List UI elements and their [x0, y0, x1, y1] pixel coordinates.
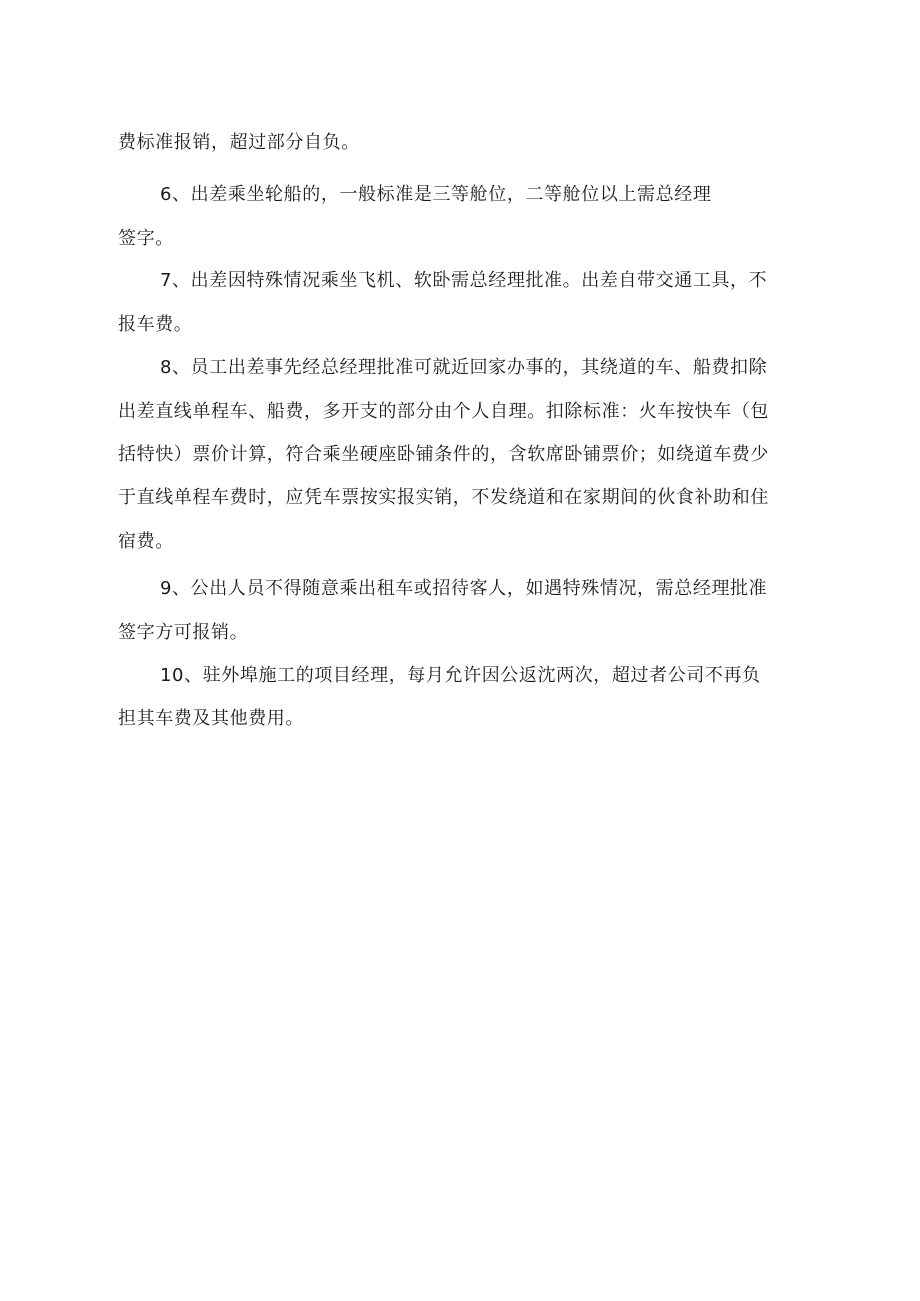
text-line: 9、公出人员不得随意乘出租车或招待客人，如遇特殊情况，需总经理批准	[160, 578, 768, 599]
text-line: 报车费。	[118, 314, 193, 335]
text-line: 签字方可报销。	[118, 622, 249, 643]
text-line: 签字。	[118, 228, 174, 249]
text-line: 括特快）票价计算，符合乘坐硬座卧铺条件的，含软席卧铺票价；如绕道车费少	[118, 444, 769, 465]
text-line: 10、驻外埠施工的项目经理，每月允许因公返沈两次，超过者公司不再负	[160, 665, 761, 686]
text-line: 6、出差乘坐轮船的，一般标准是三等舱位，二等舱位以上需总经理	[160, 184, 712, 205]
text-line: 出差直线单程车、船费，多开支的部分由个人自理。扣除标准：火车按快车（包	[118, 401, 769, 422]
text-line: 7、出差因特殊情况乘坐飞机、软卧需总经理批准。出差自带交通工具，不	[160, 270, 768, 291]
text-line: 宿费。	[118, 531, 174, 552]
text-line: 费标准报销，超过部分自负。	[118, 132, 360, 153]
text-line: 8、员工出差事先经总经理批准可就近回家办事的，其绕道的车、船费扣除	[160, 357, 768, 378]
text-line: 于直线单程车费时，应凭车票按实报实销，不发绕道和在家期间的伙食补助和住	[118, 487, 769, 508]
text-line: 担其车费及其他费用。	[118, 708, 304, 729]
